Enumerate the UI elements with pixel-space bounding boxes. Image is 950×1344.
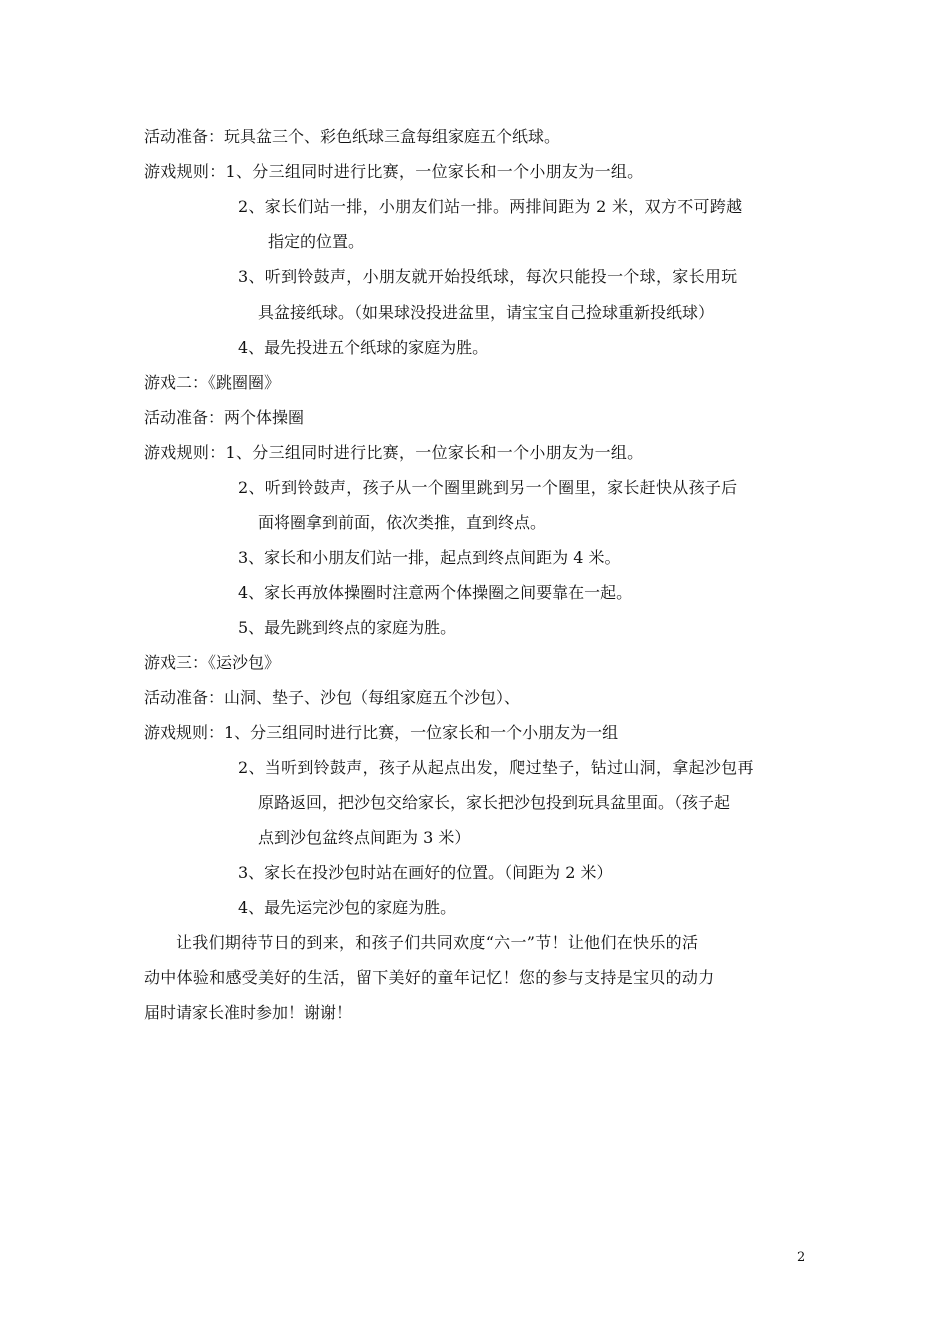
game1-rule-2-cont: 指定的位置。 xyxy=(268,232,365,251)
game3-rule-2-cont: 原路返回，把沙包交给家长，家长把沙包投到玩具盆里面。（孩子起 xyxy=(258,793,731,812)
game3-prep: 活动准备：山洞、垫子、沙包（每组家庭五个沙包）、 xyxy=(144,688,521,707)
game3-title: 游戏三：《运沙包》 xyxy=(144,653,281,672)
game2-rule-5: 5、最先跳到终点的家庭为胜。 xyxy=(238,618,457,637)
game1-rule-3: 3、听到铃鼓声，小朋友就开始投纸球，每次只能投一个球，家长用玩 xyxy=(238,267,738,286)
game3-rule-2-cont-2: 点到沙包盆终点间距为 3 米） xyxy=(258,828,471,847)
game2-rule-3: 3、家长和小朋友们站一排，起点到终点间距为 4 米。 xyxy=(238,548,621,567)
closing-line-2: 动中体验和感受美好的生活，留下美好的童年记忆！您的参与支持是宝贝的动力 xyxy=(144,968,715,987)
game3-rule-3: 3、家长在投沙包时站在画好的位置。（间距为 2 米） xyxy=(238,863,613,882)
game2-rule-1: 游戏规则：1、分三组同时进行比赛，一位家长和一个小朋友为一组。 xyxy=(144,443,644,462)
page-number: 2 xyxy=(797,1250,806,1265)
game1-rule-3-cont: 具盆接纸球。（如果球没投进盆里，请宝宝自己捡球重新投纸球） xyxy=(258,303,715,322)
game1-rule-1: 游戏规则：1、分三组同时进行比赛，一位家长和一个小朋友为一组。 xyxy=(144,162,644,181)
game1-prep: 活动准备：玩具盆三个、彩色纸球三盒每组家庭五个纸球。 xyxy=(144,127,561,146)
game3-rule-1: 游戏规则：1、分三组同时进行比赛，一位家长和一个小朋友为一组 xyxy=(144,723,619,742)
game2-prep: 活动准备：两个体操圈 xyxy=(144,408,305,427)
game2-rule-2: 2、听到铃鼓声，孩子从一个圈里跳到另一个圈里，家长赶快从孩子后 xyxy=(238,478,738,497)
game1-rule-4: 4、最先投进五个纸球的家庭为胜。 xyxy=(238,338,489,357)
game3-rule-2: 2、当听到铃鼓声，孩子从起点出发，爬过垫子，钻过山洞，拿起沙包再 xyxy=(238,758,754,777)
closing-line-3: 届时请家长准时参加！谢谢！ xyxy=(144,1003,353,1022)
game1-rule-2: 2、家长们站一排，小朋友们站一排。两排间距为 2 米，双方不可跨越 xyxy=(238,197,743,216)
game2-title: 游戏二：《跳圈圈》 xyxy=(144,373,281,392)
closing-line-1: 让我们期待节日的到来，和孩子们共同欢度“六一”节！让他们在快乐的活 xyxy=(176,933,699,952)
game2-rule-4: 4、家长再放体操圈时注意两个体操圈之间要靠在一起。 xyxy=(238,583,633,602)
game2-rule-2-cont: 面将圈拿到前面，依次类推，直到终点。 xyxy=(258,513,547,532)
game3-rule-4: 4、最先运完沙包的家庭为胜。 xyxy=(238,898,457,917)
